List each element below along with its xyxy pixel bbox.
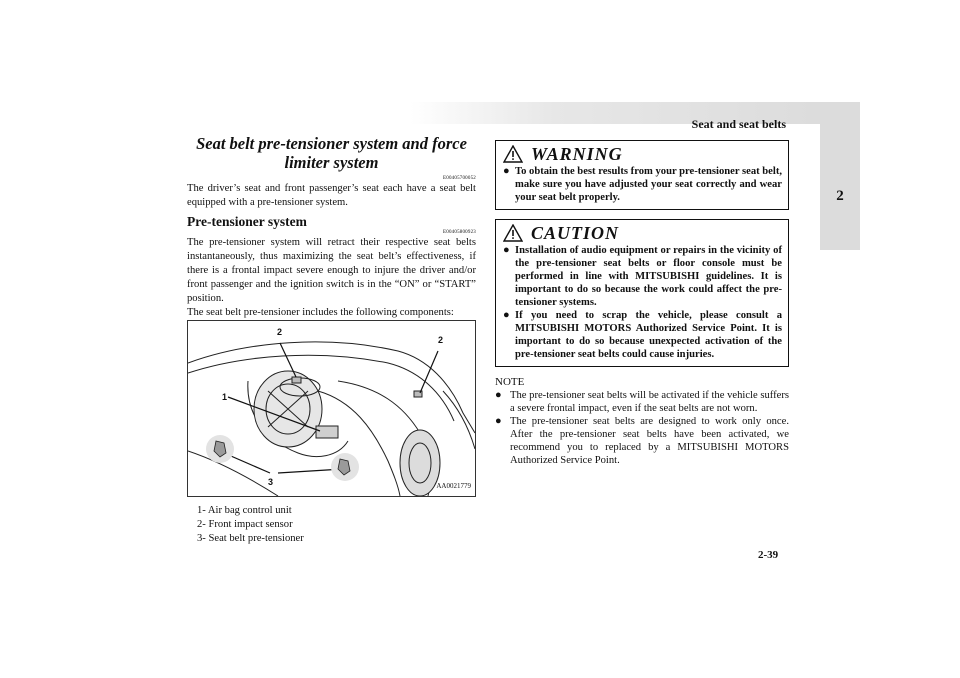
right-column (495, 140, 789, 467)
callout-3: 3 (268, 477, 274, 487)
note-item: ● The pre-tensioner seat belts are designed to work only once. After the pre-tensioner seat belts have been activated, we recommend you to replaced by a MITSUBISHI MOTORS Authorized Service Point. (495, 415, 789, 466)
section-code: E00405700052 (443, 176, 476, 181)
section-title: Seat belt pre-tensioner system and force limiter system (196, 134, 467, 172)
caution-triangle-icon (503, 224, 523, 242)
warning-header (503, 143, 782, 165)
components-illustration (187, 320, 476, 497)
callout-1: 1 (222, 392, 228, 402)
chapter-tab (820, 102, 860, 250)
legend-item: 3- Seat belt pre-tensioner (197, 533, 304, 544)
bullet-icon: ● (503, 309, 510, 321)
bullet-icon: ● (503, 244, 510, 256)
subsection-paragraph: The pre-tensioner system will retract their respective seat belts instantaneously, thus maximizing the seat belt’s effectiveness, if there is a frontal impact severe enough to injure the driver and/or front passenger and the ignition switch is in the “ON” or “START” position. (187, 237, 476, 304)
bullet-icon: ● (503, 165, 510, 177)
page-number: 2-39 (758, 549, 779, 561)
chapter-number: 2 (836, 187, 844, 204)
figure-code: AA0021779 (436, 482, 471, 490)
left-column (187, 134, 476, 320)
figure-legend (197, 504, 304, 546)
caution-item: ● Installation of audio equipment or repairs in the vicinity of the pre-tensioner seat belts or floor console must be performed in line with MITSUBISHI guidelines. It is important to do so because the work could affect the pre-tensioner systems. (503, 244, 782, 308)
note-item: ● The pre-tensioner seat belts will be activated if the vehicle suffers a severe frontal impact, even if the seat belts are not worn. (495, 389, 789, 414)
caution-box (495, 219, 789, 367)
legend-item: 1- Air bag control unit (197, 505, 292, 516)
running-header: Seat and seat belts (691, 117, 786, 131)
warning-title: WARNING (531, 143, 623, 164)
note-label: NOTE (495, 376, 525, 388)
callout-2-right: 2 (438, 335, 444, 345)
subsection-code: E00405800923 (443, 230, 476, 235)
caution-title: CAUTION (531, 222, 620, 243)
caution-item: ● If you need to scrap the vehicle, please consult a MITSUBISHI MOTORS Authorized Service Point. It is important to do so because unexpected activation of the pre-tensioner seat belts could cause injuries. (503, 309, 782, 360)
warning-box (495, 140, 789, 210)
warning-item: ● To obtain the best results from your pre-tensioner seat belt, make sure you have adjusted your seat correctly and wear your seat belt properly. (503, 165, 782, 203)
warning-triangle-icon (503, 145, 523, 163)
legend-item: 2- Front impact sensor (197, 519, 293, 530)
bullet-icon: ● (495, 415, 502, 427)
dashboard-drawing (188, 321, 475, 496)
section-intro: The driver’s seat and front passenger’s seat each have a seat belt equipped with a pre-tensioner system. (187, 183, 476, 208)
callout-2-left: 2 (277, 327, 283, 337)
bullet-icon: ● (495, 389, 502, 401)
components-intro: The seat belt pre-tensioner includes the following components: (187, 307, 454, 318)
subsection-title: Pre-tensioner system (187, 214, 307, 229)
caution-header (503, 222, 782, 244)
